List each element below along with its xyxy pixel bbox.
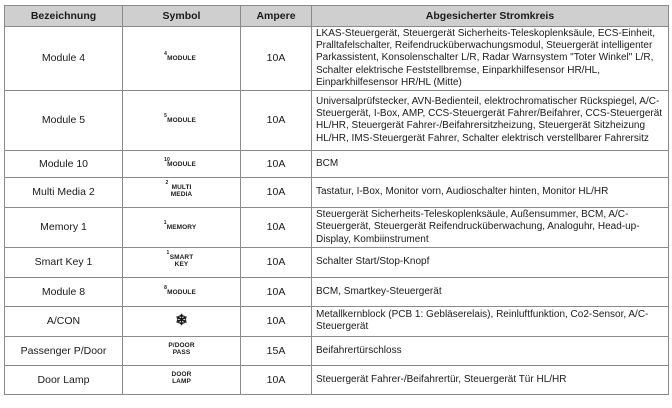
fuse-circuit: Universalprüfstecker, AVN-Bedienteil, elektrochromatischer Rückspiegel, A/C-Steuergerät, I-Box, AMP, CCS-Steuergerät Fahrer/Beifahrer, CCS-Steuergerät HL/HR, Steuergerät Fahrer-/Beifahrersitzheizung, Steuergerät Sitzheizung HL/HR, IMS-Steuergerät Fahrer, Schalter elektrisch verstellbarer Fahrersitz — [312, 90, 669, 150]
fuse-circuit: Steuergerät Sicherheits-Teleskoplenksäule, Außensummer, BCM, A/C-Steuergerät, Steuergerät Reifendrucküberwachung, Analoguhr, Head-up-Display, Kombiinstrument — [312, 207, 669, 247]
fuse-symbol — [123, 150, 241, 177]
fuse-name: Passenger P/Door — [5, 336, 123, 365]
fuse-name: Module 8 — [5, 277, 123, 306]
fuse-symbol-label: DOOR LAMP — [171, 371, 192, 386]
fuse-symbol-label: MODULE — [167, 160, 196, 168]
fuse-symbol-label: P/DOOR PASS — [168, 342, 195, 357]
table-row — [5, 247, 669, 277]
table-row — [5, 177, 669, 207]
table-row — [5, 90, 669, 150]
fuse-ampere: 10A — [241, 247, 312, 277]
fuse-name: Door Lamp — [5, 365, 123, 394]
header-name: Bezeichnung — [5, 6, 123, 27]
fuse-ampere: 10A — [241, 207, 312, 247]
fuse-symbol-number: 2 — [165, 179, 169, 186]
fuse-symbol-number: 8 — [164, 284, 167, 291]
fuse-symbol-label: MULTI MEDIA — [170, 183, 193, 198]
table-row — [5, 27, 669, 91]
fuse-ampere: 10A — [241, 90, 312, 150]
fuse-circuit: Tastatur, I-Box, Monitor vorn, Audioschalter hinten, Monitor HL/HR — [312, 177, 669, 207]
fuse-symbol-label: MEMORY — [166, 224, 197, 232]
fuse-symbol-label: MODULE — [167, 117, 196, 125]
table-row — [5, 365, 669, 394]
table-row — [5, 150, 669, 177]
header-amp: Ampere — [241, 6, 312, 27]
fuse-ampere: 10A — [241, 277, 312, 306]
table-header-row — [5, 6, 669, 27]
fuse-circuit: LKAS-Steuergerät, Steuergerät Sicherheits-Teleskoplenksäule, ECS-Einheit, Pralltafelschalter, Reifendrucküberwachungsmodul, Steuergerät intelligenter Parkassistent, Konsolenschalter L/R, Radar Warnsystem "Toter Winkel" L/R, Schalter elektrische Feststellbremse, Einparkhilfesensor HR/HL, Einparkhilfesensor HR/HL (Mitte) — [312, 27, 669, 91]
snowflake-icon: ❄ — [175, 312, 188, 330]
fuse-symbol-label: MODULE — [167, 288, 196, 296]
table-row — [5, 336, 669, 365]
fuse-ampere: 10A — [241, 306, 312, 336]
header-circuit: Abgesicherter Stromkreis — [312, 6, 669, 27]
fuse-circuit: Steuergerät Fahrer-/Beifahrertür, Steuergerät Tür HL/HR — [312, 365, 669, 394]
fuse-symbol-number: 4 — [164, 51, 167, 58]
fuse-symbol-number: 5 — [164, 113, 167, 120]
fuse-symbol-label: SMART KEY — [169, 253, 194, 268]
fuse-symbol — [123, 90, 241, 150]
fuse-name: Module 4 — [5, 27, 123, 91]
fuse-symbol — [123, 365, 241, 394]
fuse-symbol — [123, 277, 241, 306]
fuse-symbol — [123, 177, 241, 207]
fuse-symbol — [123, 27, 241, 91]
fuse-name: Memory 1 — [5, 207, 123, 247]
fuse-symbol — [123, 207, 241, 247]
fuse-name: Smart Key 1 — [5, 247, 123, 277]
fuse-circuit: Metallkernblock (PCB 1: Gebläserelais), Reinluftfunktion, Co2-Sensor, A/C-Steuergerät — [312, 306, 669, 336]
fuse-table — [4, 5, 669, 395]
table-row — [5, 207, 669, 247]
fuse-ampere: 10A — [241, 27, 312, 91]
fuse-name: Multi Media 2 — [5, 177, 123, 207]
fuse-circuit: BCM — [312, 150, 669, 177]
fuse-name: Module 5 — [5, 90, 123, 150]
fuse-circuit: BCM, Smartkey-Steuergerät — [312, 277, 669, 306]
fuse-symbol-number: 10 — [164, 156, 170, 163]
fuse-symbol-label: MODULE — [167, 55, 196, 63]
fuse-name: A/CON — [5, 306, 123, 336]
fuse-ampere: 15A — [241, 336, 312, 365]
fuse-ampere: 10A — [241, 177, 312, 207]
fuse-symbol — [123, 306, 241, 336]
fuse-symbol-number: 1 — [166, 249, 170, 256]
fuse-ampere: 10A — [241, 365, 312, 394]
fuse-ampere: 10A — [241, 150, 312, 177]
table-row — [5, 306, 669, 336]
fuse-circuit: Schalter Start/Stop-Knopf — [312, 247, 669, 277]
fuse-symbol — [123, 247, 241, 277]
fuse-symbol — [123, 336, 241, 365]
table-row — [5, 277, 669, 306]
fuse-symbol-number: 1 — [163, 220, 167, 227]
fuse-name: Module 10 — [5, 150, 123, 177]
fuse-circuit: Beifahrertürschloss — [312, 336, 669, 365]
header-symbol: Symbol — [123, 6, 241, 27]
